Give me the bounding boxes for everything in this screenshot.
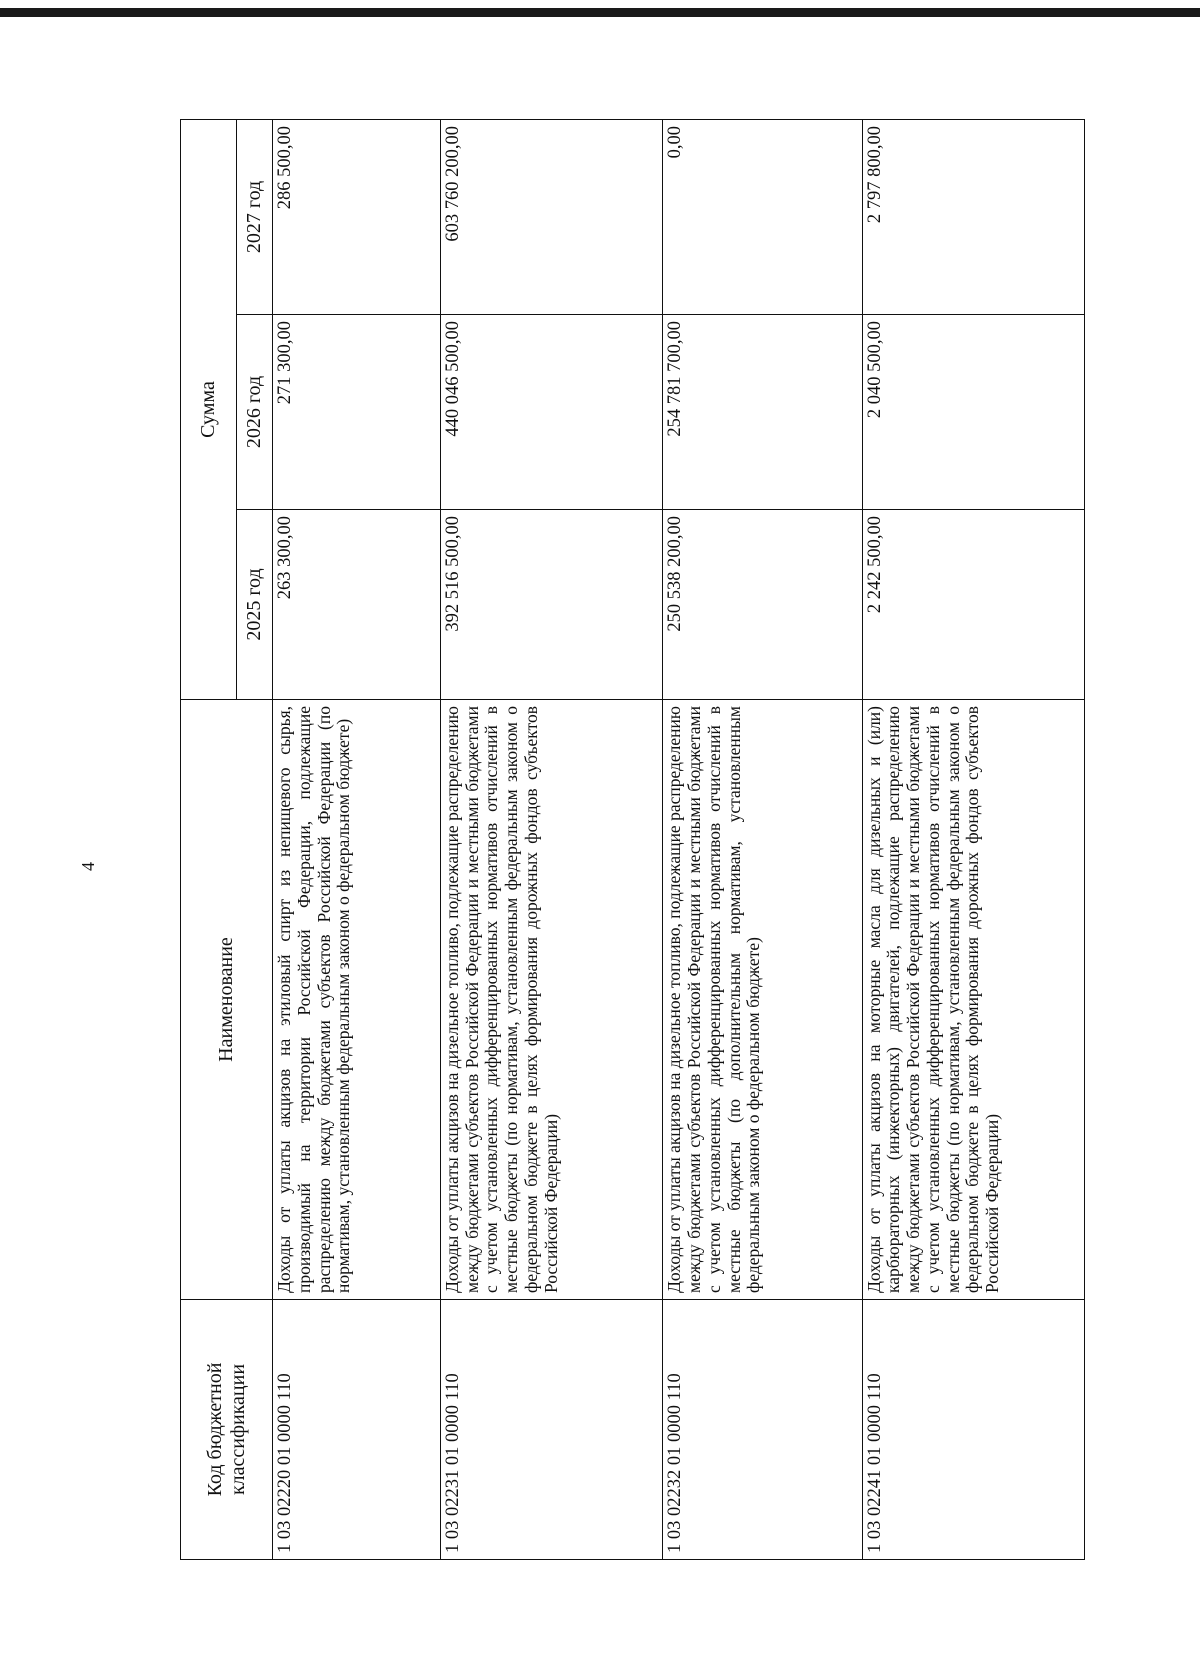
row-sum-2027: 603 760 200,00 xyxy=(440,119,662,314)
row-sum-2027: 286 500,00 xyxy=(273,119,441,314)
table-row xyxy=(440,119,662,1559)
header-code: Код бюджетной классификации xyxy=(181,1300,273,1560)
header-year-2027: 2027 год xyxy=(237,119,273,314)
row-sum-2025: 392 516 500,00 xyxy=(440,510,662,700)
row-sum-2025: 250 538 200,00 xyxy=(663,510,862,700)
row-sum-2026: 271 300,00 xyxy=(273,315,441,510)
row-code: 1 03 02241 01 0000 110 xyxy=(862,1300,1084,1560)
row-code: 1 03 02220 01 0000 110 xyxy=(273,1300,441,1560)
table-row xyxy=(273,119,441,1559)
row-sum-2026: 254 781 700,00 xyxy=(663,315,862,510)
row-name: Доходы от уплаты акцизов на моторные масла для дизельных и (или) карбюраторных (инжекторных) двигателей, подлежащие распределению между бюджетами субъектов Российской Федерации и местными бюджетами с учетом установленных дифференцированных нормативов отчислений в местные бюджеты (по нормативам, установленным федеральным законом о федеральном бюджете в целях формирования дорожных фондов субъектов Российской Федерации) xyxy=(862,700,1084,1300)
row-sum-2026: 440 046 500,00 xyxy=(440,315,662,510)
header-sum: Сумма xyxy=(181,119,237,699)
header-year-2025: 2025 год xyxy=(237,510,273,700)
table-row xyxy=(862,119,1084,1559)
scan-edge-bar xyxy=(0,8,1200,17)
row-code: 1 03 02232 01 0000 110 xyxy=(663,1300,862,1560)
row-name: Доходы от уплаты акцизов на этиловый спирт из непищевого сырья, производимый на территории Российской Федерации, подлежащие распределению между бюджетами субъектов Российской Федерации (по нормативам, установленным федеральным законом о федеральном бюджете) xyxy=(273,700,441,1300)
header-name: Наименование xyxy=(181,700,273,1300)
row-sum-2027: 0,00 xyxy=(663,119,862,314)
row-code: 1 03 02231 01 0000 110 xyxy=(440,1300,662,1560)
row-sum-2025: 263 300,00 xyxy=(273,510,441,700)
page-number: 4 xyxy=(78,862,98,871)
row-sum-2025: 2 242 500,00 xyxy=(862,510,1084,700)
row-name: Доходы от уплаты акцизов на дизельное топливо, подлежащие распределению между бюджетами субъектов Российской Федерации и местными бюджетами с учетом установленных дифференцированных нормативов отчислений в местные бюджеты (по дополнительным нормативам, установленным федеральным законом о федеральном бюджете) xyxy=(663,700,862,1300)
rotated-table-wrapper xyxy=(180,120,1085,1560)
table-row xyxy=(663,119,862,1559)
row-name: Доходы от уплаты акцизов на дизельное топливо, подлежащие распределению между бюджетами субъектов Российской Федерации и местными бюджетами с учетом установленных дифференцированных нормативов отчислений в местные бюджеты (по нормативам, установленным федеральным законом о федеральном бюджете в целях формирования дорожных фондов субъектов Российской Федерации) xyxy=(440,700,662,1300)
row-sum-2026: 2 040 500,00 xyxy=(862,315,1084,510)
budget-income-table xyxy=(180,119,1085,1560)
header-year-2026: 2026 год xyxy=(237,315,273,510)
row-sum-2027: 2 797 800,00 xyxy=(862,119,1084,314)
